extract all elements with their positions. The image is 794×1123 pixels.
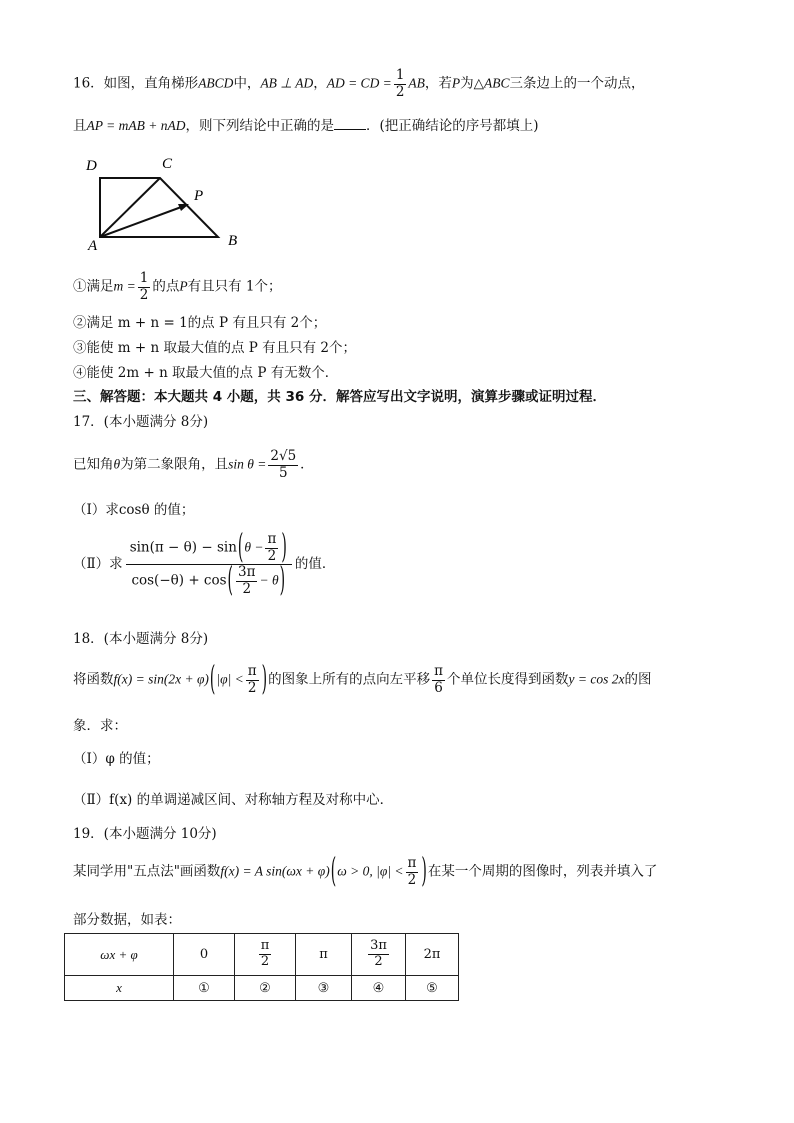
table-cell: $\frac{\pi}{2}$ [235, 934, 296, 976]
q16-option3: ③能使 m + n 取最大值的点 P 有且只有 2个； [73, 340, 357, 356]
q16-option1: ①满足m = $\frac{1}{2}$ 的点P有且只有 1个； [73, 270, 282, 303]
q16-option4: ④能使 2m + n 取最大值的点 P 有无数个． [73, 365, 339, 381]
q19-head: 19．(本小题满分 10分) [73, 826, 217, 842]
table-row [65, 976, 459, 1001]
trapezoid-figure [80, 150, 260, 255]
q18-part2: （Ⅱ）f(x) 的单调递减区间、对称轴方程及对称中心． [73, 792, 394, 808]
section3-heading: 三、解答题：本大题共 4 小题，共 36 分．解答应写出文字说明，演算步骤或证明过程． [73, 389, 606, 405]
table-cell: ① [174, 976, 235, 1001]
q16-number: 16．如图，直角梯形 [73, 75, 199, 92]
answer-blank [334, 129, 366, 130]
vector-equation: AP = mAB + nAD [86, 118, 186, 133]
label-P: P [194, 188, 204, 204]
half-fraction: $\frac{1}{2}$ [395, 67, 405, 100]
label-B: B [228, 233, 238, 249]
table-cell: 0 [174, 934, 235, 976]
table-cell: $\frac{3\pi}{2}$ [352, 934, 406, 976]
q19-line2: 部分数据，如表： [73, 912, 181, 928]
q17-head: 17．(本小题满分 8分) [73, 414, 209, 430]
five-point-table [64, 933, 459, 1001]
table-row [65, 934, 459, 976]
q16-option2: ②满足 m + n = 1的点 P 有且只有 2个； [73, 315, 327, 331]
table-cell: ωx + φ [65, 934, 174, 976]
q16-line1: 16．如图，直角梯形ABCD中，AB ⊥ AD，AD = CD = $\frac{1}{2}$ AB，若P为△ABC三条边上的一个动点， [73, 67, 645, 100]
q17-part2: （Ⅱ）求 sin(π − θ) − sin(θ − $\frac{\pi}{2}$ ) cos(−θ) + cos( $\frac{3\pi}{2}$ − θ) 的值． [73, 528, 336, 601]
table-cell: ② [235, 976, 296, 1001]
table-cell: 2π [406, 934, 459, 976]
q18-head: 18．(本小题满分 8分) [73, 631, 209, 647]
q17-given: 已知角θ为第二象限角，且sin θ = $\frac{2√5}{5}$ ． [73, 448, 314, 481]
q18-part1: （Ⅰ）φ 的值； [73, 751, 160, 767]
table-cell: ⑤ [406, 976, 459, 1001]
q17-part1: （Ⅰ）求cosθ 的值； [73, 502, 195, 518]
table-cell: ③ [296, 976, 352, 1001]
q19-line1: 某同学用"五点法"画函数f(x) = A sin(ωx + φ)(ω > 0, |φ| < $\frac{\pi}{2}$ )在某一个周期的图像时，列表并填入了 [73, 852, 658, 891]
q18-line1: 将函数f(x) = sin(2x + φ)(|φ| < $\frac{\pi}{2}$ )的图象上所有的点向左平移 $\frac{\pi}{6}$ 个单位长度得到函数y = cos 2x的图 [73, 660, 652, 699]
label-A: A [88, 238, 98, 254]
label-D: D [86, 158, 97, 174]
table-cell: ④ [352, 976, 406, 1001]
label-C: C [162, 156, 173, 172]
q18-line2: 象．求： [73, 718, 127, 734]
table-cell: π [296, 934, 352, 976]
q16-line2: 且AP = mAB + nAD，则下列结论中正确的是 ．(把正确结论的序号都填上) [73, 118, 539, 134]
table-cell: x [65, 976, 174, 1001]
